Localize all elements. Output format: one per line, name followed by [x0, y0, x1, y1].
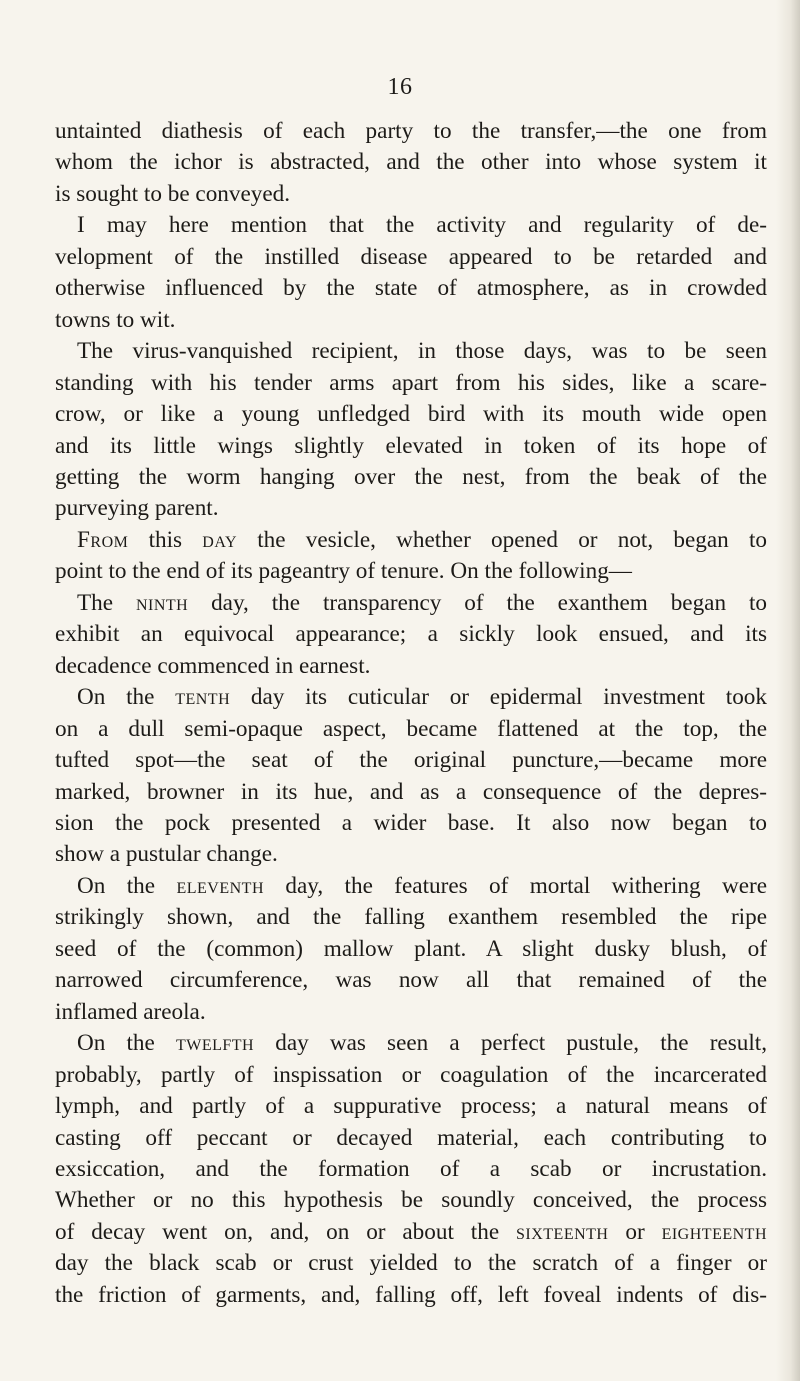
small-caps-word: From: [77, 526, 129, 553]
text-fragment: this: [128, 526, 203, 553]
text-line: exsiccation, and the formation of a scab or incrustation.: [55, 1155, 767, 1182]
text-fragment: day its cuticular or epidermal investment took: [230, 684, 767, 711]
text-line: standing with his tender arms apart from his sides, like a scare-: [55, 369, 767, 396]
text-line: purveying parent.: [55, 495, 219, 522]
text-line: Whether or no this hypothesis be soundly conceived, the process: [55, 1187, 767, 1214]
text-line: day the black scab or crust yielded to the scratch of a finger or: [55, 1250, 767, 1277]
text-line: getting the worm hanging over the nest, from the beak of the: [55, 463, 767, 490]
text-line: point to the end of its pageantry of tenure. On the following—: [55, 558, 632, 585]
text-line: probably, partly of inspissation or coagulation of the incarcerated: [55, 1061, 767, 1088]
text-line: is sought to be conveyed.: [55, 180, 291, 207]
text-fragment: The: [77, 589, 136, 616]
text-line: sion the pock presented a wider base. It also now began to: [55, 809, 767, 836]
text-fragment: of decay went on, and, on or about the: [55, 1218, 516, 1245]
text-fragment: On the: [77, 1030, 176, 1057]
text-line: lymph, and partly of a suppurative process; a natural means of: [55, 1093, 767, 1120]
text-fragment: or: [608, 1218, 662, 1245]
small-caps-word: eighteenth: [661, 1218, 767, 1245]
text-line: [55, 682, 767, 713]
text-line: seed of the (common) mallow plant. A slight dusky blush, of: [55, 935, 767, 962]
text-line: whom the ichor is abstracted, and the other into whose system it: [55, 149, 767, 176]
small-caps-word: ninth: [135, 589, 189, 616]
text-line: otherwise influenced by the state of atmosphere, as in crowded: [55, 275, 767, 302]
text-fragment: On the: [77, 684, 176, 711]
text-line: and its little wings slightly elevated in token of its hope of: [55, 432, 767, 459]
text-line: velopment of the instilled disease appeared to be retarded and: [55, 243, 767, 270]
text-line: on a dull semi-opaque aspect, became flattened at the top, the: [55, 715, 767, 742]
text-line: narrowed circumference, was now all that remained of the: [55, 967, 767, 994]
body-text: [55, 116, 767, 1311]
text-line: I may here mention that the activity and regularity of de-: [77, 212, 767, 239]
small-caps-word: tenth: [175, 684, 231, 711]
text-line: [55, 525, 767, 556]
text-fragment: day was seen a perfect pustule, the result,: [254, 1030, 768, 1057]
small-caps-word: day: [202, 526, 237, 553]
text-fragment: day, the transparency of the exanthem began to: [188, 589, 767, 616]
text-line: the friction of garments, and, falling off, left foveal indents of dis-: [55, 1281, 767, 1308]
page-number: 16: [387, 74, 413, 100]
small-caps-word: eleventh: [176, 872, 264, 899]
text-line: [55, 871, 767, 902]
text-line: [55, 1217, 767, 1248]
page-edge-shadow: [776, 0, 800, 1381]
text-line: strikingly shown, and the falling exanthem resembled the ripe: [55, 904, 767, 931]
text-line: show a pustular change.: [55, 841, 278, 868]
text-line: inflamed areola.: [55, 998, 206, 1025]
text-line: untainted diathesis of each party to the transfer,—the one from: [55, 118, 767, 144]
text-line: exhibit an equivocal appearance; a sickly look ensued, and its: [55, 621, 767, 648]
text-line: decadence commenced in earnest.: [55, 652, 371, 679]
text-line: [55, 1028, 767, 1059]
small-caps-word: twelfth: [175, 1030, 255, 1057]
text-fragment: day, the features of mortal withering were: [264, 872, 767, 899]
small-caps-word: sixteenth: [516, 1218, 609, 1245]
text-fragment: the vesicle, whether opened or not, began to: [237, 526, 767, 553]
text-fragment: On the: [77, 872, 177, 899]
text-line: casting off peccant or decayed material, each contributing to: [55, 1124, 767, 1151]
text-line: The virus-vanquished recipient, in those days, was to be seen: [77, 338, 767, 365]
text-line: marked, browner in its hue, and as a consequence of the depres-: [55, 778, 767, 805]
text-line: [55, 588, 767, 619]
text-line: tufted spot—the seat of the original puncture,—became more: [55, 747, 767, 774]
text-line: crow, or like a young unfledged bird with its mouth wide open: [55, 401, 767, 428]
text-line: towns to wit.: [55, 306, 176, 333]
